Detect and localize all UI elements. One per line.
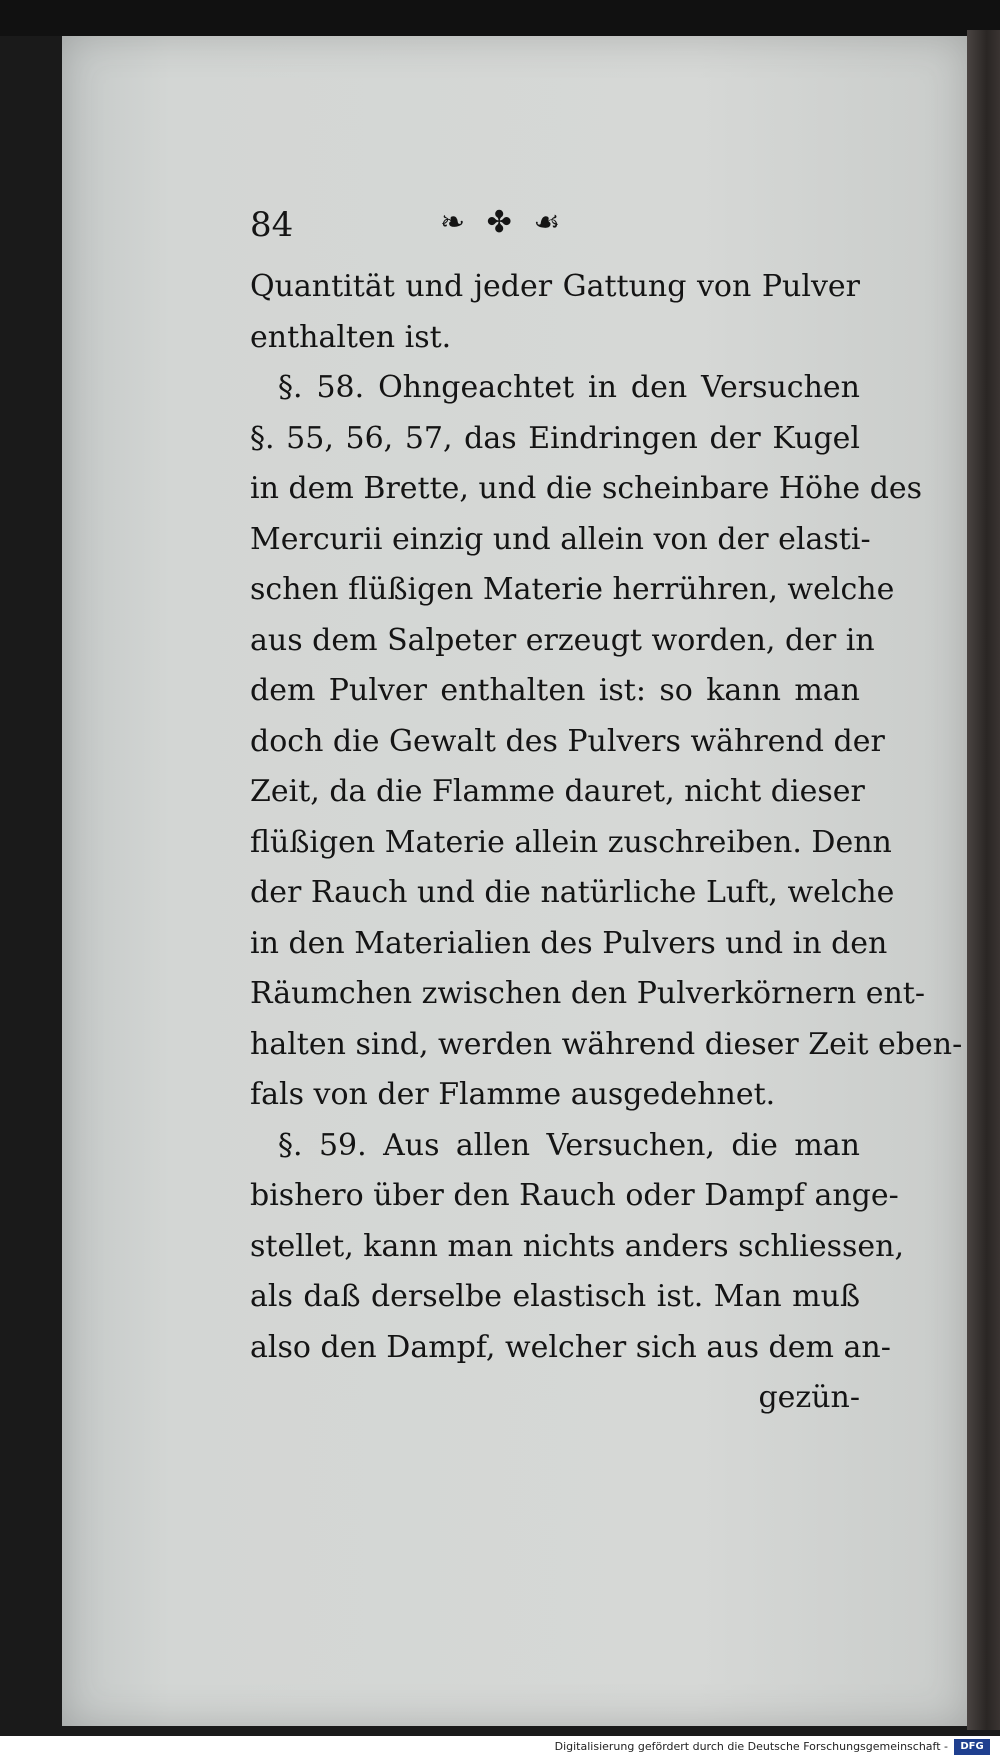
footer-credit: Digitalisierung gefördert durch die Deutsche Forschungsgemeinschaft - [554, 1740, 948, 1753]
text-line: als daß derselbe elastisch ist. Man muß [250, 1279, 860, 1314]
text-line: fals von der Flamme ausgedehnet. [250, 1077, 776, 1112]
text-line: der Rauch und die natürliche Luft, welche [250, 875, 895, 910]
page-number: 84 [250, 205, 294, 245]
text-line: Mercurii einzig und allein von der elasti- [250, 521, 871, 557]
text-line: in dem Brette, und die scheinbare Höhe des [250, 471, 923, 506]
catchword: gezün- [758, 1380, 860, 1415]
text-line: aus dem Salpeter erzeugt worden, der in [250, 622, 875, 658]
text-line: stellet, kann man nichts anders schliessen, [250, 1228, 905, 1264]
text-line: Zeit, da die Flamme dauret, nicht dieser [250, 774, 865, 809]
text-line: in den Materialien des Pulvers und in den [250, 925, 888, 961]
text-line: enthalten ist. [250, 319, 452, 355]
section-heading-line: §. 58. Ohngeachtet in den Versuchen [278, 370, 860, 405]
top-background-strip [0, 0, 1000, 36]
text-line: doch die Gewalt des Pulvers während der [250, 723, 885, 759]
text-line: flüßigen Materie allein zuschreiben. Denn [250, 824, 892, 860]
text-line: bishero über den Rauch oder Dampf ange- [250, 1178, 899, 1213]
page-body-text [250, 262, 963, 1424]
footer-bar [0, 1736, 1000, 1760]
page-header [250, 205, 850, 245]
text-line: schen flüßigen Materie herrühren, welche [250, 572, 895, 607]
text-line: halten sind, werden während dieser Zeit eben- [250, 1026, 963, 1062]
text-line: Räumchen zwischen den Pulverkörnern ent- [250, 976, 925, 1011]
ornament-icon: ❧ ✤ ☙ [440, 205, 567, 240]
text-line: dem Pulver enthalten ist: so kann man [250, 673, 860, 708]
book-edge [967, 30, 1000, 1730]
text-line: Quantität und jeder Gattung von Pulver [250, 269, 860, 304]
section-heading-line: §. 59. Aus allen Versuchen, die man [278, 1127, 860, 1163]
text-line: §. 55, 56, 57, das Eindringen der Kugel [250, 420, 860, 456]
text-line: also den Dampf, welcher sich aus dem an- [250, 1329, 891, 1365]
dfg-logo-icon: DFG [954, 1739, 990, 1755]
